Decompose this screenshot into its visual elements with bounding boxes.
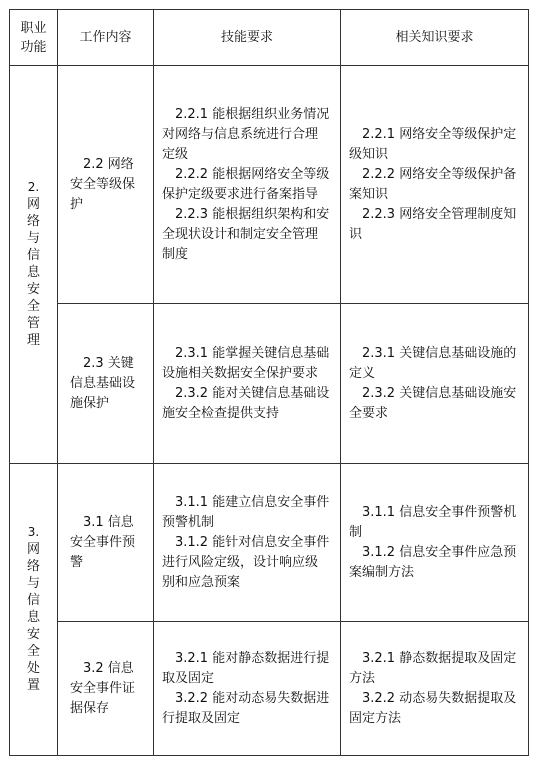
knowledge-item: 3.2.2 动态易失数据提取及固定方法 — [349, 690, 517, 726]
function-number: 2. — [27, 179, 40, 194]
table-row — [10, 304, 529, 464]
work-content: 3.1 信息安全事件预警 — [70, 514, 136, 570]
knowledge-item: 3.2.1 静态数据提取及固定方法 — [349, 650, 517, 686]
skill-cell — [154, 304, 341, 464]
work-content-cell — [58, 464, 154, 622]
knowledge-item: 2.2.1 网络安全等级保护定级知识 — [349, 126, 517, 162]
skill-cell — [154, 622, 341, 756]
requirements-table — [9, 9, 529, 756]
knowledge-item: 3.1.2 信息安全事件应急预案编制方法 — [349, 544, 517, 580]
table-row — [10, 622, 529, 756]
work-content: 2.3 关键信息基础设施保护 — [70, 355, 136, 411]
skill-item: 2.2.2 能根据网络安全等级保护定级要求进行备案指导 — [162, 166, 330, 202]
skill-item: 3.1.1 能建立信息安全事件预警机制 — [162, 494, 330, 530]
function-label: 网络与信息安全管理 — [26, 196, 40, 348]
work-content-cell — [58, 66, 154, 304]
skill-item: 3.2.2 能对动态易失数据进行提取及固定 — [162, 690, 330, 726]
knowledge-cell — [341, 66, 529, 304]
function-label: 网络与信息安全处置 — [26, 541, 40, 693]
header-row — [10, 10, 529, 66]
knowledge-cell — [341, 304, 529, 464]
skill-item: 2.2.3 能根据组织架构和安全现状设计和制定安全管理制度 — [162, 206, 330, 262]
skill-item: 3.2.1 能对静态数据进行提取及固定 — [162, 650, 330, 686]
skill-item: 2.3.1 能掌握关键信息基础设施相关数据安全保护要求 — [162, 345, 330, 381]
header-knowledge: 相关知识要求 — [341, 10, 529, 66]
knowledge-item: 2.3.2 关键信息基础设施安全要求 — [349, 385, 517, 421]
skill-item: 3.1.2 能针对信息安全事件进行风险定级，设计响应级别和应急预案 — [162, 534, 330, 590]
header-function: 职业功能 — [10, 10, 58, 66]
skill-item: 2.3.2 能对关键信息基础设施安全检查提供支持 — [162, 385, 330, 421]
work-content-cell — [58, 304, 154, 464]
work-content: 2.2 网络安全等级保护 — [70, 156, 136, 212]
table-row — [10, 66, 529, 304]
work-content-cell — [58, 622, 154, 756]
knowledge-item: 2.3.1 关键信息基础设施的定义 — [349, 345, 517, 381]
skill-item: 2.2.1 能根据组织业务情况对网络与信息系统进行合理定级 — [162, 106, 330, 162]
function-cell-2 — [10, 66, 58, 464]
table-row — [10, 464, 529, 622]
skill-cell — [154, 464, 341, 622]
knowledge-item: 2.2.3 网络安全管理制度知识 — [349, 206, 517, 242]
header-content: 工作内容 — [58, 10, 154, 66]
knowledge-item: 3.1.1 信息安全事件预警机制 — [349, 504, 517, 540]
function-number: 3. — [27, 524, 40, 539]
skill-cell — [154, 66, 341, 304]
work-content: 3.2 信息安全事件证据保存 — [70, 660, 136, 716]
knowledge-item: 2.2.2 网络安全等级保护备案知识 — [349, 166, 517, 202]
header-skill: 技能要求 — [154, 10, 341, 66]
function-cell-3 — [10, 464, 58, 756]
knowledge-cell — [341, 622, 529, 756]
knowledge-cell — [341, 464, 529, 622]
